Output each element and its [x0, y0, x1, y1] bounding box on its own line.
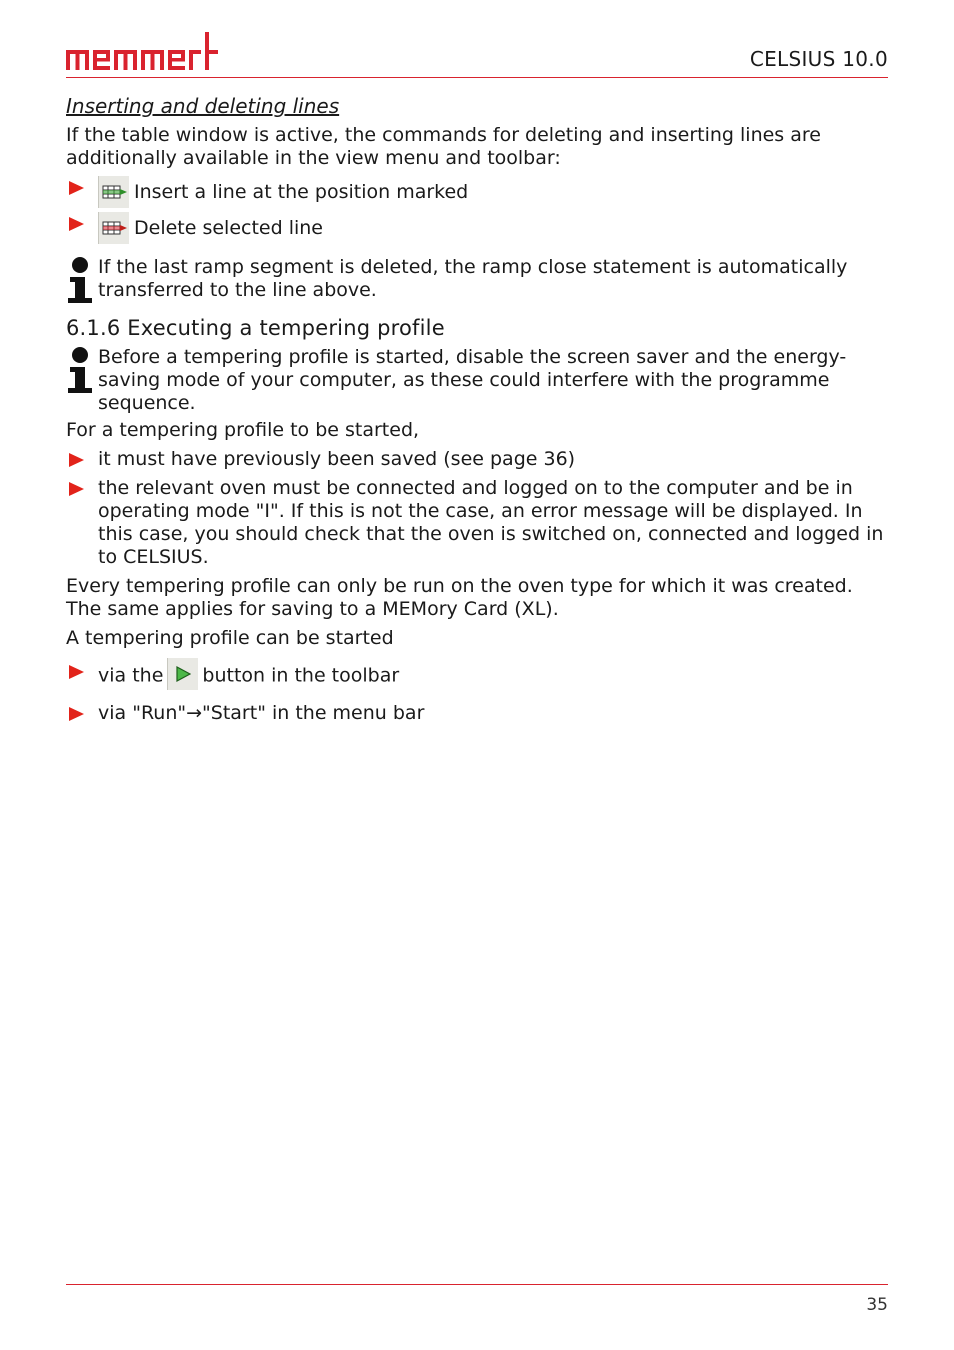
list-item-text: via the	[98, 664, 164, 687]
info-note-text: Before a tempering profile is started, disable the screen saver and the energy-saving mode of your computer, as these could interfere with the programme sequence.	[98, 346, 847, 414]
start-intro: A tempering profile can be started	[66, 627, 394, 649]
info-icon	[66, 346, 96, 394]
list-item	[66, 176, 888, 208]
bullet-triangle-icon	[69, 181, 84, 195]
subsection-intro: If the table window is active, the commands for deleting and inserting lines are additionally available in the view menu and toolbar:	[66, 124, 821, 169]
bullet-triangle-icon	[69, 453, 84, 467]
memmert-logo	[66, 32, 218, 72]
subsection-title: Inserting and deleting lines	[66, 94, 340, 118]
footer-rule	[66, 1284, 888, 1285]
list-item-text: button in the toolbar	[202, 664, 400, 687]
section-heading: 6.1.6 Executing a tempering profile	[66, 316, 445, 340]
list-item	[66, 212, 888, 244]
info-note	[66, 256, 888, 304]
bullet-triangle-icon	[69, 482, 84, 496]
start-run-button[interactable]	[167, 658, 198, 690]
list-item	[66, 448, 888, 471]
body-paragraph: Every tempering profile can only be run on the oven type for which it was created. The same applies for saving to a MEMory Card (XL).	[66, 575, 853, 620]
list-item-text: Insert a line at the position marked	[134, 180, 469, 203]
bullet-triangle-icon	[69, 665, 84, 679]
info-note	[66, 346, 888, 415]
delete-line-icon[interactable]	[98, 212, 129, 244]
list-item-text: the relevant oven must be connected and logged on to the computer and be in operating mode "I". If this is not the case, an error message will be displayed. In this case, you should check that the oven is switched on, connected and logged in to CELSIUS.	[98, 477, 884, 568]
insert-line-icon[interactable]	[98, 176, 129, 208]
bullet-triangle-icon	[69, 707, 84, 721]
list-item-text: Delete selected line	[134, 216, 323, 239]
play-icon	[175, 666, 191, 682]
conditions-intro: For a tempering profile to be started,	[66, 419, 420, 441]
list-item-text: via "Run"→"Start" in the menu bar	[98, 702, 425, 724]
header-rule	[66, 77, 888, 78]
bullet-triangle-icon	[69, 217, 84, 231]
info-icon	[66, 256, 96, 304]
list-item	[66, 702, 888, 725]
list-item	[66, 660, 888, 692]
page-content	[66, 93, 888, 731]
product-name: CELSIUS 10.0	[749, 47, 888, 71]
list-item-text: it must have previously been saved (see page 36)	[98, 448, 576, 470]
page-number: 35	[866, 1295, 888, 1315]
info-note-text: If the last ramp segment is deleted, the ramp close statement is automatically transferred to the line above.	[98, 256, 848, 301]
list-item	[66, 477, 888, 569]
